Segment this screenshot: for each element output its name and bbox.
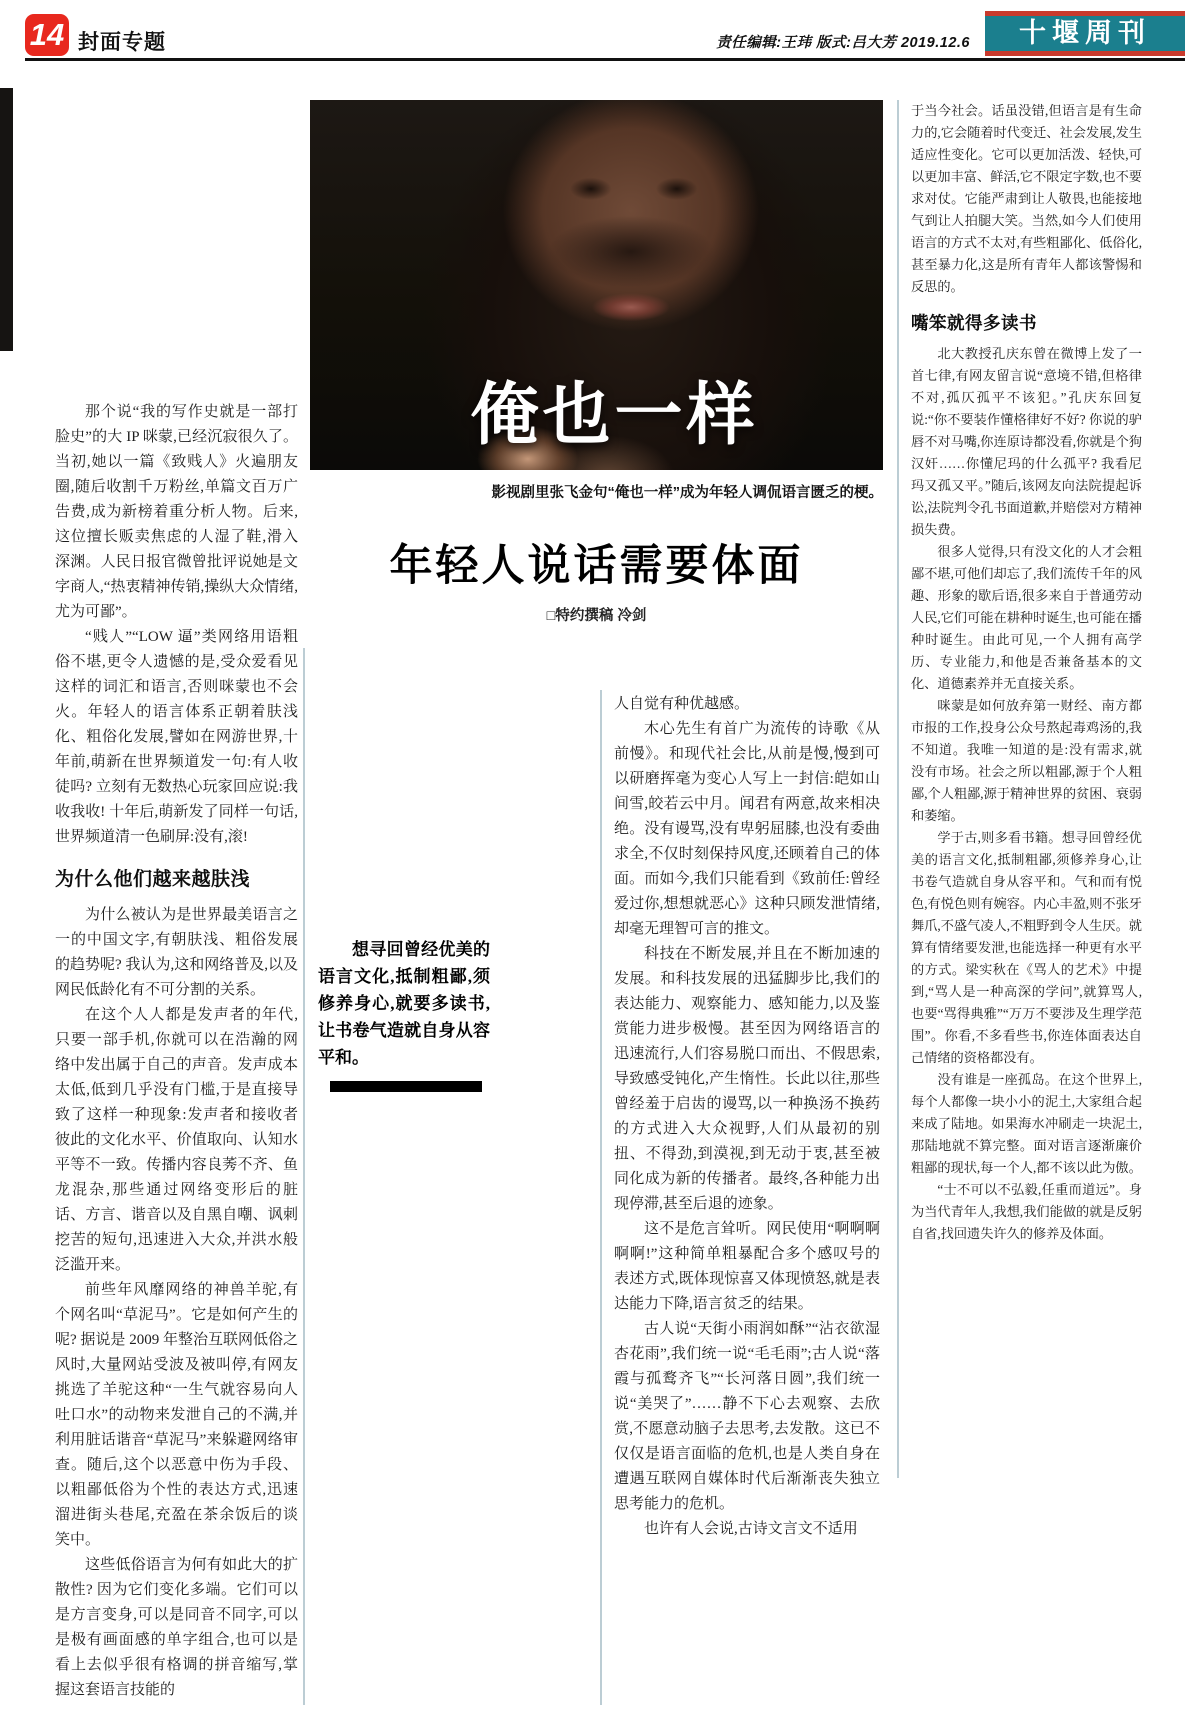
paragraph: 科技在不断发展,并且在不断加速的发展。和科技发展的迅猛脚步比,我们的表达能力、观察能力、感知能力,以及鉴赏能力进步极慢。甚至因为网络语言的迅速流行,人们容易脱口而出、不假思索,导致感受钝化,产生惰性。长此以往,那些曾经羞于启齿的谩骂,以一种换汤不换药的方式进入大众视野,人们从最初的别扭、不得劲,到漠视,到无动于衷,甚至被同化成为新的传播者。最终,各种能力出现停滞,甚至后退的迹象。 (614, 946, 880, 1212)
pull-quote (318, 936, 490, 1092)
paragraph: 人自觉有种优越感。 (614, 696, 750, 712)
section-title: 封面专题 (78, 31, 166, 54)
article-photo (310, 100, 883, 470)
article-title: 年轻人说话需要体面 (389, 543, 804, 590)
column-divider-middle (600, 690, 602, 1705)
paragraph: 也许有人会说,古诗文言文不适用 (644, 1521, 858, 1537)
paragraph: 古人说“天街小雨润如酥”“沾衣欲湿杏花雨”,我们统一说“毛毛雨”;古人说“落霞与孤鹜齐飞”“长河落日圆”,我们统一说“美哭了”……静不下心去观察、去欣赏,不愿意动脑子去思考,去发散。这已不仅仅是语言面临的危机,也是人类自身在遭遇互联网自媒体时代后渐渐丧失独立思考能力的危机。 (614, 1321, 880, 1512)
header-rule (25, 58, 1185, 61)
subheading: 为什么他们越来越肤浅 (55, 869, 251, 890)
photo-overlay-text: 俺也一样 (470, 377, 759, 453)
paragraph: 学于古,则多看书籍。想寻回曾经优美的语言文化,抵制粗鄙,须修养身心,让书卷气造就自身从容平和。气和而有悦色,有悦色则有婉容。内心丰盈,则不张牙舞爪,不盛气凌人,不粗野到令人生厌。就算有情绪要发泄,也能选择一种更有水平的方式。梁实秋在《骂人的艺术》中提到,“骂人是一种高深的学问”,就算骂人,也要“骂得典雅”“万万不要涉及生理学范围”。你看,不多看些书,你连体面表达自己情绪的资格都没有。 (911, 830, 1142, 1065)
paragraph: 没有谁是一座孤岛。在这个世界上,每个人都像一块小小的泥土,大家组合起来成了陆地。如果海水冲刷走一块泥土,那陆地就不算完整。面对语言逐渐廉价粗鄙的现状,每一个人,都不该以此为傲。 (911, 1072, 1142, 1175)
paragraph: 北大教授孔庆东曾在微博上发了一首七律,有网友留言说“意境不错,但格律不对,孤仄孤平不该犯。”孔庆东回复说:“你不要装作懂格律好不好? 你说的驴唇不对马嘴,你连原诗都没看,你就是个狗汉奸……你懂尼玛的什么孤平? 我看尼玛又孤又平。”随后,该网友向法院提起诉讼,法院判令孔书面道歉,并赔偿对方精神损失费。 (911, 346, 1142, 537)
column-divider-left (303, 648, 305, 1705)
paragraph: 很多人觉得,只有没文化的人才会粗鄙不堪,可他们却忘了,我们流传千年的风趣、形象的歇后语,很多来自于普通劳动人民,它们可能在耕种时诞生,也可能在播种时诞生。由此可见,一个人拥有高学历、专业能力,和他是否兼备基本的文化、道德素养并无直接关系。 (911, 544, 1142, 691)
pull-quote-text: 想寻回曾经优美的语言文化,抵制粗鄙,须修养身心,就要多读书,让书卷气造就自身从容平和。 (318, 940, 490, 1067)
editor-credit-line: 责任编辑:王玮 版式:吕大芳 2019.12.6 (716, 35, 970, 51)
paragraph: 木心先生有首广为流传的诗歌《从前慢》。和现代社会比,从前是慢,慢到可以研磨挥毫为变心人写上一封信:皑如山间雪,皎若云中月。闻君有两意,故来相决绝。没有谩骂,没有卑躬屈膝,也没有委曲求全,不仅时刻保持风度,还顾着自己的体面。而如今,我们只能看到《致前任:曾经爱过你,想想就恶心》这种只顾发泄情绪,却毫无理智可言的推文。 (614, 721, 880, 937)
photo-caption: 影视剧里张飞金句“俺也一样”成为年轻人调侃语言匮乏的梗。 (491, 485, 883, 501)
pull-quote-rule (330, 1081, 482, 1092)
paragraph: “士不可以不弘毅,任重而道远”。身为当代青年人,我想,我们能做的就是反躬自省,找回遗失许久的修养及体面。 (911, 1182, 1142, 1241)
text-column-left (55, 400, 298, 1705)
paragraph: 于当今社会。话虽没错,但语言是有生命力的,它会随着时代变迁、社会发展,发生适应性变化。它可以更加活泼、轻快,可以更加丰富、鲜活,它不限定字数,也不要求对仗。它能严肃到让人敬畏,也能接地气到让人拍腿大笑。当然,如今人们使用语言的方式不太对,有些粗鄙化、低俗化,甚至暴力化,这是所有青年人都该警惕和反思的。 (911, 103, 1142, 294)
article-byline: □特约撰稿 冷剑 (546, 608, 647, 624)
paragraph: 这些低俗语言为何有如此大的扩散性? 因为它们变化多端。它们可以是方言变身,可以是同音不同字,可以是极有画面感的单字组合,也可以是看上去似乎很有格调的拼音缩写,掌握这套语言技能的 (55, 1557, 298, 1698)
masthead-badge (985, 11, 1185, 56)
page-edge-bleed-bar (0, 88, 13, 351)
paragraph: 在这个人人都是发声者的年代,只要一部手机,你就可以在浩瀚的网络中发出属于自己的声音。发声成本太低,低到几乎没有门槛,于是直接导致了这样一种现象:发声者和接收者彼此的文化水平、价值取向、认知水平等不一致。传播内容良莠不齐、鱼龙混杂,那些通过网络变形后的脏话、方言、谐音以及自黑自嘲、讽刺挖苦的短句,迅速进入大众,并洪水般泛滥开来。 (55, 1007, 298, 1273)
page-number-badge: 14 (25, 14, 69, 56)
paragraph: 那个说“我的写作史就是一部打脸史”的大 IP 咪蒙,已经沉寂很久了。当初,她以一篇《致贱人》火遍朋友圈,随后收割千万粉丝,单篇文百万广告费,成为新榜着重分析人物。后来,这位擅长贩卖焦虑的人湿了鞋,滑入深渊。人民日报官微曾批评说她是文字商人,“热衷精神传销,操纵大众情绪,尤为可鄙”。 (55, 404, 298, 620)
paragraph: 这不是危言耸听。网民使用“啊啊啊啊啊!”这种简单粗暴配合多个感叹号的表述方式,既体现惊喜又体现愤怒,就是表达能力下降,语言贫乏的结果。 (614, 1221, 880, 1312)
column-divider-right (897, 100, 899, 1478)
masthead-title: 十堰周刊 (1019, 18, 1151, 48)
text-column-middle (614, 692, 880, 1705)
text-column-right (911, 100, 1142, 1478)
paragraph: 咪蒙是如何放弃第一财经、南方都市报的工作,投身公众号熬起毒鸡汤的,我不知道。我唯一知道的是:没有需求,就没有市场。社会之所以粗鄙,源于个人粗鄙,个人粗鄙,源于精神世界的贫困、衰弱和萎缩。 (911, 698, 1142, 823)
paragraph: “贱人”“LOW 逼”类网络用语粗俗不堪,更令人遗憾的是,受众爱看见这样的词汇和语言,否则咪蒙也不会火。年轻人的语言体系正朝着肤浅化、粗俗化发展,譬如在网游世界,十年前,萌新在世界频道发一句:有人收徒吗? 立刻有无数热心玩家回应说:我收我收! 十年后,萌新发了同样一句话,世界频道清一色刷屏:没有,滚! (55, 629, 298, 845)
subheading: 嘴笨就得多读书 (911, 313, 1037, 333)
paragraph: 前些年风靡网络的神兽羊驼,有个网名叫“草泥马”。它是如何产生的呢? 据说是 2009 年整治互联网低俗之风时,大量网站受波及被叫停,有网友挑选了羊驼这种“一生气就容易向人吐口水”的动物来发泄自己的不满,并利用脏话谐音“草泥马”来躲避网络审查。随后,这个以恶意中伤为手段、以粗鄙低俗为个性的表达方式,迅速溜进街头巷尾,充盈在茶余饭后的谈笑中。 (55, 1282, 298, 1548)
paragraph: 为什么被认为是世界最美语言之一的中国文字,有朝肤浅、粗俗发展的趋势呢? 我认为,这和网络普及,以及网民低龄化有不可分割的关系。 (55, 907, 298, 998)
